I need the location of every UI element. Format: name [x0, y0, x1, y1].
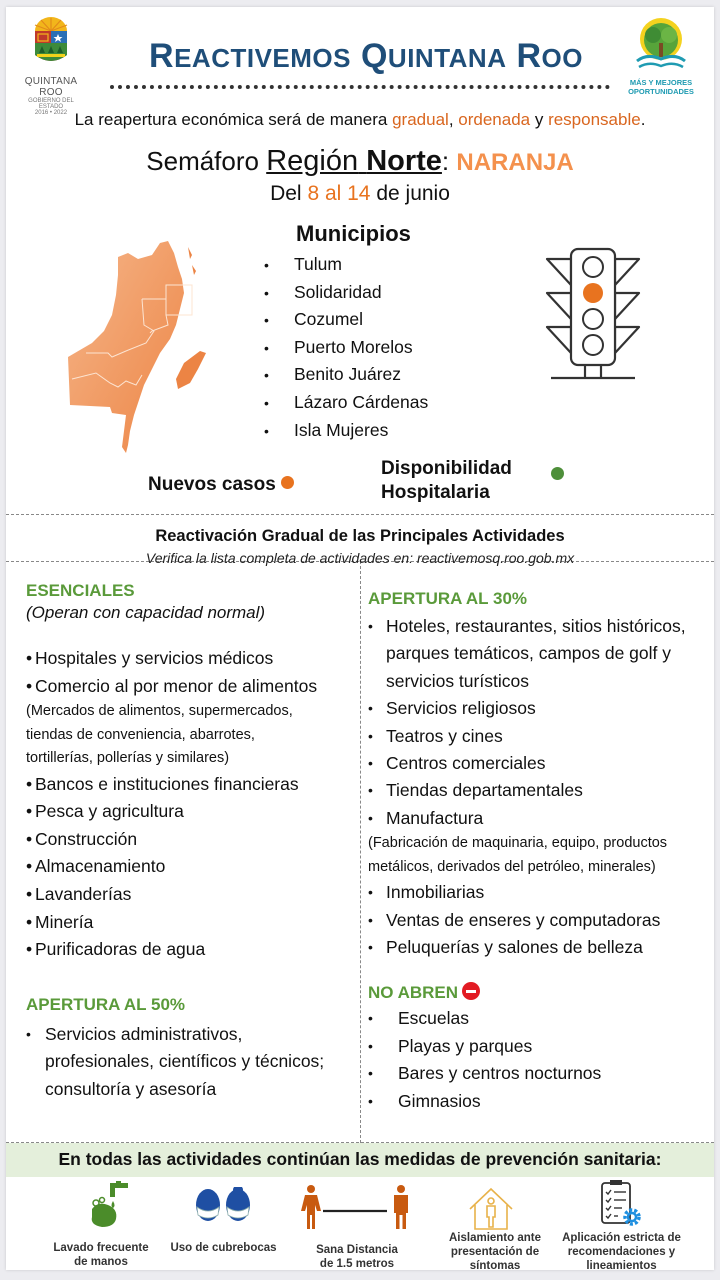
- list-item-text: Escuelas: [398, 1008, 470, 1028]
- bullet: •: [264, 284, 269, 301]
- disponibilidad-label-line1: Disponibilidad: [381, 458, 512, 479]
- bullet: •: [264, 339, 269, 356]
- social-distance-icon: [301, 1185, 413, 1236]
- statement-ordenada: ordenada: [458, 110, 531, 129]
- municipio-item: [264, 361, 428, 389]
- statement-gradual: gradual: [392, 110, 449, 129]
- list-item: [368, 750, 710, 777]
- bullet: •: [264, 257, 269, 273]
- list-item-text: Ventas de enseres y computadoras: [386, 909, 661, 930]
- list-item-text: Teatros y cines: [386, 725, 503, 746]
- infographic-sheet: [6, 7, 714, 1270]
- page-title: [106, 37, 626, 76]
- list-item-text: Gimnasios: [398, 1090, 481, 1111]
- list-item-text: Centros comerciales: [386, 753, 546, 774]
- green-status-dot-icon: [551, 467, 564, 486]
- list-item: [368, 934, 710, 961]
- measure-mask-label: [156, 1241, 291, 1255]
- list-item-text: Comercio al por menor de alimentos: [35, 675, 318, 696]
- list-item-text: Hospitales y servicios médicos: [35, 648, 274, 668]
- measure-label-line: lineamientos: [586, 1260, 657, 1272]
- list-item-text: Playas y parques: [398, 1035, 533, 1056]
- measure-label-line: recomendaciones y: [567, 1246, 676, 1258]
- list-item: [368, 1060, 710, 1088]
- measure-isolation-label: [434, 1231, 556, 1273]
- list-item-text: Bancos e instituciones financieras: [35, 773, 299, 794]
- divider: [6, 514, 714, 515]
- reopening-statement: [6, 110, 714, 130]
- municipio-item: [264, 334, 428, 362]
- list-item-text: Tiendas departamentales: [386, 780, 583, 801]
- municipio-name: Isla Mujeres: [294, 419, 389, 440]
- esenciales-note: (Operan con capacidad normal): [26, 603, 266, 622]
- logo-left-years: 2016 • 2022: [34, 110, 68, 116]
- region-label: Región: [266, 145, 359, 177]
- list-item: [368, 723, 710, 750]
- date-prefix: Del: [270, 182, 308, 205]
- prevention-title: En todas las actividades continúan las medidas de prevención sanitaria:: [58, 1149, 662, 1169]
- title-cap-1: R: [149, 37, 175, 75]
- list-item: [368, 805, 710, 832]
- detail-line: tiendas de conveniencia, abarrotes,: [26, 726, 255, 743]
- title-rest-1: EACTIVEMOS: [174, 43, 352, 73]
- map-isla-mujeres: [188, 247, 196, 275]
- measure-label-line: presentación de: [450, 1246, 540, 1258]
- map-cozumel-island: [176, 351, 206, 389]
- measure-distance-label: [296, 1243, 418, 1271]
- list-item-text: Servicios administrativos, profesionales, científicos y técnicos; consultoría y asesoría: [45, 1024, 325, 1099]
- region-name: Norte: [366, 145, 442, 177]
- bullet: •: [264, 422, 269, 439]
- traffic-lamp-3: [583, 309, 603, 329]
- list-item-text: Purificadoras de agua: [35, 939, 206, 960]
- municipios-list: [264, 251, 428, 444]
- list-item: [368, 879, 710, 906]
- measure-label-line: Sana Distancia: [316, 1244, 398, 1256]
- tree-logo-icon: [629, 17, 693, 73]
- detail-line: (Mercados de alimentos, supermercados,: [26, 703, 293, 720]
- bullet: •: [264, 367, 269, 384]
- statement-sep: ,: [448, 110, 459, 129]
- statement-sep: y: [530, 110, 549, 129]
- manufactura-detail: [368, 832, 710, 879]
- detail-line: tortillerías, pollerías y similares): [26, 750, 230, 767]
- traffic-light-icon: [541, 245, 645, 381]
- list-item: [368, 907, 710, 934]
- list-item-text: Bares y centros nocturnos: [398, 1063, 602, 1083]
- semaforo-heading: [6, 145, 714, 178]
- list-item: • Minería: [26, 911, 94, 932]
- no-abren-label: NO ABREN: [368, 983, 459, 1002]
- apertura50-section: [26, 995, 346, 1103]
- logo-right-line2: OPORTUNIDADES: [628, 87, 694, 96]
- semaforo-colon: :: [441, 146, 457, 176]
- semaforo-color: NARANJA: [456, 149, 574, 176]
- statement-prefix: La reapertura económica será de manera: [74, 110, 393, 129]
- list-item: [26, 1021, 346, 1103]
- date-range: [6, 182, 714, 206]
- list-item: • Pesca y agricultura: [26, 801, 184, 822]
- semaforo-label: Semáforo: [146, 146, 267, 176]
- list-item: • Lavanderías: [26, 884, 132, 905]
- apertura50-list: [26, 1021, 346, 1103]
- list-item: • Hospitales y servicios médicos: [26, 648, 274, 668]
- nuevos-casos-indicator: [148, 474, 294, 496]
- traffic-lamp-1: [583, 257, 603, 277]
- apertura30-section: [368, 589, 710, 961]
- apertura30-list-cont: [368, 879, 710, 961]
- list-item: [368, 1005, 710, 1033]
- list-item: • Bancos e instituciones financieras: [26, 773, 299, 794]
- disponibilidad-label-line2: Hospitalaria: [381, 482, 490, 503]
- list-item: • Almacenamiento: [26, 856, 166, 877]
- title-dotted-divider: [110, 85, 610, 90]
- list-item-text: Hoteles, restaurantes, sitios históricos, parques temáticos, campos de golf y servicios turísticos: [386, 616, 686, 691]
- esenciales-section: [26, 581, 356, 964]
- title-rest-2: UINTANA: [387, 43, 507, 73]
- quintana-roo-logo: [16, 17, 86, 116]
- region-norte-map: [56, 235, 216, 457]
- bullet: •: [264, 394, 269, 411]
- apertura30-title: APERTURA AL 30%: [368, 589, 528, 608]
- list-item-text: Lavanderías: [35, 884, 132, 905]
- title-cap-2: Q: [360, 37, 388, 75]
- measure-label-line: Lavado frecuente: [53, 1242, 149, 1254]
- title-rest-3: OO: [541, 43, 583, 73]
- municipio-item: [264, 389, 428, 417]
- statement-suffix: .: [640, 110, 646, 129]
- mas-y-mejores-logo: [618, 17, 704, 101]
- list-item-text: Almacenamiento: [35, 856, 166, 877]
- esenciales-list-cont: [26, 771, 356, 964]
- date-suffix: de junio: [370, 182, 450, 205]
- title-cap-3: R: [516, 37, 542, 75]
- municipio-name: Puerto Morelos: [294, 336, 413, 357]
- apertura30-list: [368, 613, 710, 832]
- detail-line: (Fabricación de maquinaria, equipo, productos: [368, 835, 668, 852]
- list-item: [368, 1033, 710, 1061]
- municipio-item: [264, 417, 428, 445]
- logo-left-subtitle: GOBIERNO DEL ESTADO: [28, 98, 74, 110]
- esenciales-title: ESENCIALES: [26, 581, 135, 600]
- list-item-text: Minería: [35, 911, 94, 932]
- bullet: •: [264, 312, 269, 329]
- list-item: [368, 613, 710, 695]
- list-item-text: Servicios religiosos: [386, 698, 536, 719]
- no-abren-section: [368, 982, 710, 1115]
- list-item: • Purificadoras de agua: [26, 939, 206, 960]
- measure-label-line: síntomas: [469, 1260, 521, 1272]
- municipio-name: Lázaro Cárdenas: [294, 391, 429, 412]
- measure-handwash-label: [36, 1241, 166, 1269]
- traffic-lamp-4: [583, 335, 603, 355]
- measure-label-line: Aislamiento ante: [448, 1232, 542, 1244]
- measure-label-line: Aplicación estricta de: [562, 1232, 681, 1244]
- orange-status-dot-icon: [281, 476, 294, 489]
- municipio-name: Cozumel: [294, 309, 364, 330]
- apertura50-title: APERTURA AL 50%: [26, 995, 186, 1014]
- list-item-text: Manufactura: [386, 807, 484, 828]
- measure-label-line: Uso de cubrebocas: [170, 1242, 277, 1254]
- list-item: [368, 1088, 710, 1116]
- date-range-value: 8 al 14: [307, 182, 371, 205]
- list-item-text: Construcción: [35, 828, 138, 849]
- logo-left-name: QUINTANA ROO: [24, 76, 78, 98]
- nuevos-casos-label: Nuevos casos: [148, 474, 276, 495]
- handwash-icon: [84, 1181, 134, 1234]
- map-mainland: [68, 241, 184, 453]
- measure-guidelines-label: [554, 1231, 689, 1273]
- checklist-gear-icon: [598, 1179, 644, 1232]
- no-abren-title: [368, 982, 710, 1003]
- no-abren-list: [368, 1005, 710, 1115]
- municipio-item: [264, 251, 428, 279]
- traffic-lamp-2: [583, 283, 603, 303]
- logo-right-line1: MÁS Y MEJORES: [629, 78, 693, 87]
- esenciales-list: [26, 645, 356, 700]
- municipio-name: Benito Juárez: [294, 364, 402, 385]
- municipios-title: Municipios: [296, 221, 411, 246]
- comercio-detail: [26, 700, 356, 771]
- municipio-name: Solidaridad: [294, 281, 382, 302]
- list-item-text: Pesca y agricultura: [35, 801, 184, 822]
- measure-label-line: de manos: [74, 1256, 128, 1268]
- list-item: [368, 695, 710, 722]
- face-mask-icon: [194, 1187, 254, 1232]
- detail-line: metálicos, derivados del petróleo, minerales): [368, 858, 656, 875]
- no-entry-icon: [462, 982, 480, 1000]
- coat-of-arms-icon: [29, 17, 73, 69]
- column-divider: [360, 561, 361, 1143]
- list-item-text: Peluquerías y salones de belleza: [386, 937, 643, 958]
- list-item-text: Inmobiliarias: [386, 882, 485, 903]
- measure-label-line: de 1.5 metros: [319, 1258, 395, 1270]
- municipio-item: [264, 306, 428, 334]
- list-item: • Comercio al por menor de alimentos: [26, 675, 318, 696]
- municipio-item: [264, 279, 428, 307]
- list-item: [368, 777, 710, 804]
- list-item: • Construcción: [26, 828, 138, 849]
- activities-title: Reactivación Gradual de las Principales Actividades: [155, 527, 565, 545]
- statement-responsable: responsable: [548, 110, 641, 129]
- activities-subtitle: Verifica la lista completa de actividades en: reactivemosq.roo.gob.mx: [145, 550, 575, 566]
- home-isolation-icon: [468, 1187, 514, 1236]
- municipio-name: Tulum: [294, 254, 342, 274]
- disponibilidad-indicator: [381, 457, 512, 505]
